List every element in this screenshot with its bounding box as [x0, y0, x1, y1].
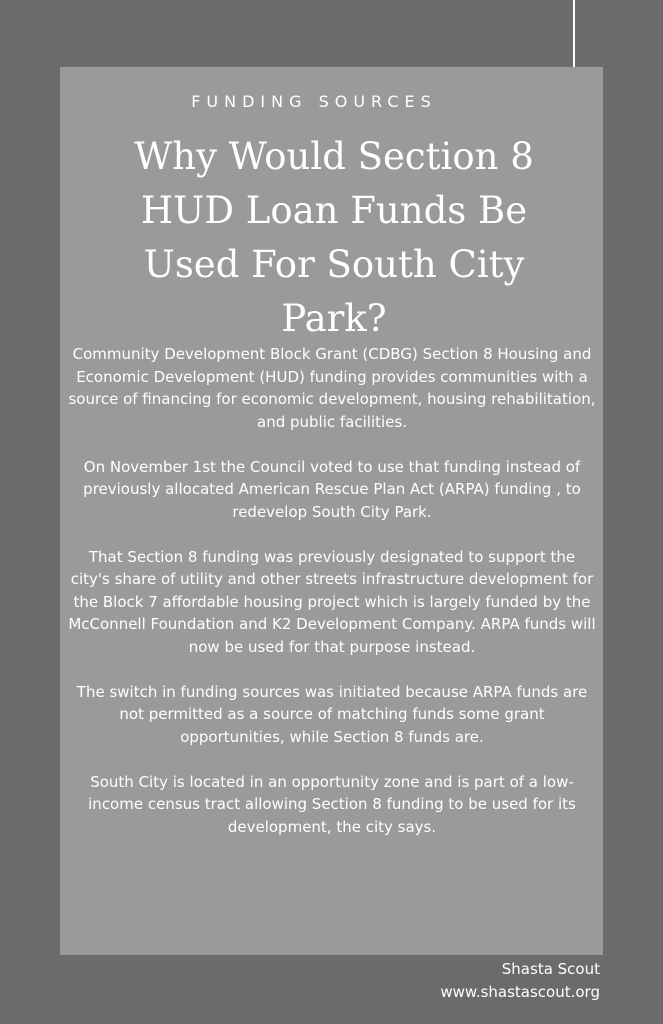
paragraph: On November 1st the Council voted to use that funding instead of previously allocated American Rescue Plan Act (ARPA) funding , to redevelop South City Park.: [83, 457, 581, 521]
publisher-name: Shasta Scout: [501, 960, 600, 978]
publisher-url[interactable]: www.shastascout.org: [440, 983, 600, 1001]
paragraph: That Section 8 funding was previously designated to support the city's share of utility and other streets infrastructure development for the Block 7 affordable housing project which is largely funded by the McConnell Foundation and K2 Development Company. ARPA funds will now be used for that purpose instead.: [68, 547, 596, 656]
paragraph: Community Development Block Grant (CDBG) Section 8 Housing and Economic Development (HUD) funding provides communities with a source of financing for economic development, housing rehabilitation, and public facilities.: [68, 345, 596, 431]
paragraph: South City is located in an opportunity zone and is part of a low-income census tract allowing Section 8 funding to be used for its development, the city says.: [88, 772, 576, 836]
page-title: Why Would Section 8 HUD Loan Funds Be Used For South City Park?: [134, 135, 534, 340]
article-body: [68, 343, 596, 861]
paragraph: The switch in funding sources was initiated because ARPA funds are not permitted as a source of matching funds some grant opportunities, while Section 8 funds are.: [76, 682, 588, 746]
section-kicker: FUNDING SOURCES: [191, 92, 437, 111]
footer-credit: [440, 958, 600, 1004]
